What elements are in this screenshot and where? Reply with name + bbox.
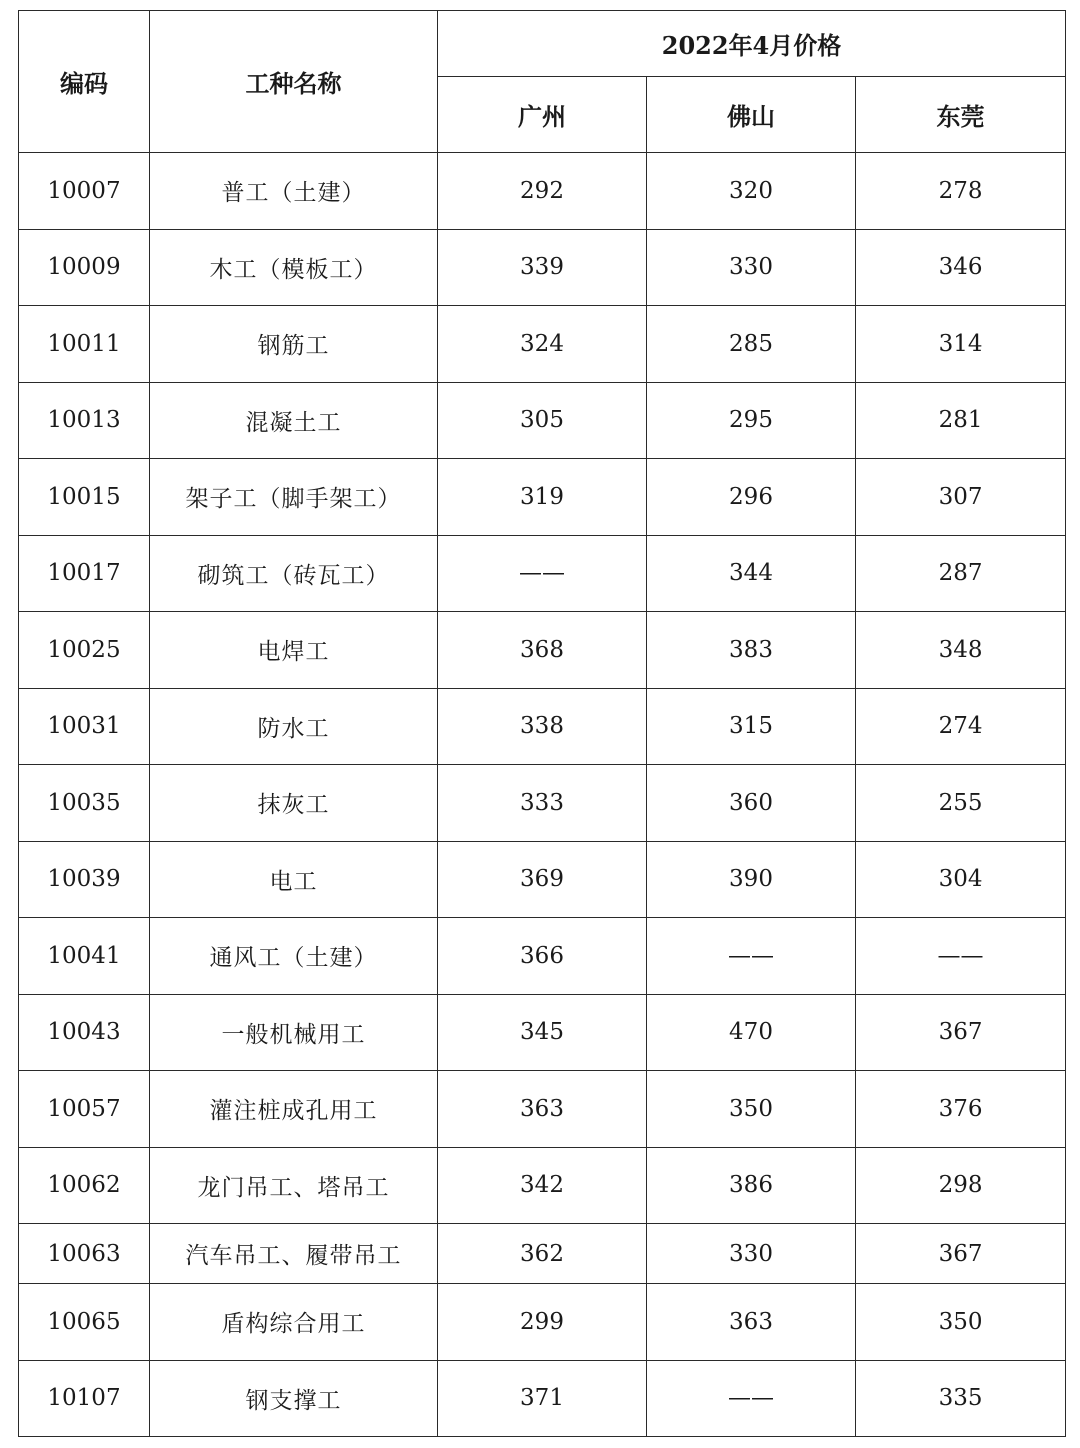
table-row — [19, 382, 1066, 459]
table-row — [19, 306, 1066, 383]
price-foshan: 295 — [647, 382, 856, 459]
table-row — [19, 688, 1066, 765]
price-guangzhou: 363 — [438, 1071, 647, 1148]
price-foshan: 320 — [647, 153, 856, 230]
table-row — [19, 841, 1066, 918]
table-row — [19, 765, 1066, 842]
price-foshan: 363 — [647, 1284, 856, 1361]
price-guangzhou: 292 — [438, 153, 647, 230]
name-cell: 抹灰工 — [150, 765, 438, 842]
price-foshan: 315 — [647, 688, 856, 765]
table-row — [19, 1284, 1066, 1361]
header-city-guangzhou: 广州 — [438, 77, 647, 153]
price-foshan: 360 — [647, 765, 856, 842]
code-cell: 10107 — [19, 1360, 150, 1437]
name-cell: 灌注桩成孔用工 — [150, 1071, 438, 1148]
name-cell: 一般机械用工 — [150, 994, 438, 1071]
price-dongguan: 255 — [856, 765, 1066, 842]
price-dongguan: 350 — [856, 1284, 1066, 1361]
code-cell: 10009 — [19, 229, 150, 306]
price-guangzhou: 345 — [438, 994, 647, 1071]
name-cell: 通风工（土建） — [150, 918, 438, 995]
name-cell: 龙门吊工、塔吊工 — [150, 1147, 438, 1224]
table-row — [19, 459, 1066, 536]
price-foshan: 390 — [647, 841, 856, 918]
code-cell: 10011 — [19, 306, 150, 383]
price-dongguan: 376 — [856, 1071, 1066, 1148]
name-cell: 混凝土工 — [150, 382, 438, 459]
price-foshan: 383 — [647, 612, 856, 689]
price-dongguan: 367 — [856, 1224, 1066, 1284]
price-guangzhou: 368 — [438, 612, 647, 689]
name-cell: 架子工（脚手架工） — [150, 459, 438, 536]
price-dongguan: —— — [856, 918, 1066, 995]
code-cell: 10065 — [19, 1284, 150, 1361]
code-cell: 10031 — [19, 688, 150, 765]
code-cell: 10039 — [19, 841, 150, 918]
price-dongguan: 304 — [856, 841, 1066, 918]
name-cell: 普工（土建） — [150, 153, 438, 230]
code-cell: 10043 — [19, 994, 150, 1071]
code-cell: 10025 — [19, 612, 150, 689]
price-dongguan: 307 — [856, 459, 1066, 536]
price-guangzhou: 319 — [438, 459, 647, 536]
table-row — [19, 1360, 1066, 1437]
name-cell: 木工（模板工） — [150, 229, 438, 306]
header-name: 工种名称 — [150, 11, 438, 153]
price-guangzhou: 371 — [438, 1360, 647, 1437]
price-foshan: 344 — [647, 535, 856, 612]
price-guangzhou: 366 — [438, 918, 647, 995]
name-cell: 汽车吊工、履带吊工 — [150, 1224, 438, 1284]
table-row — [19, 612, 1066, 689]
name-cell: 电焊工 — [150, 612, 438, 689]
price-dongguan: 335 — [856, 1360, 1066, 1437]
price-foshan: 350 — [647, 1071, 856, 1148]
price-foshan: 330 — [647, 229, 856, 306]
table-row — [19, 535, 1066, 612]
price-guangzhou: 369 — [438, 841, 647, 918]
table-row — [19, 994, 1066, 1071]
price-dongguan: 274 — [856, 688, 1066, 765]
code-cell: 10017 — [19, 535, 150, 612]
price-guangzhou: 324 — [438, 306, 647, 383]
labor-price-table — [18, 10, 1066, 1437]
table-row — [19, 1224, 1066, 1284]
price-guangzhou: 342 — [438, 1147, 647, 1224]
header-code: 编码 — [19, 11, 150, 153]
header-city-foshan: 佛山 — [647, 77, 856, 153]
name-cell: 盾构综合用工 — [150, 1284, 438, 1361]
price-foshan: 296 — [647, 459, 856, 536]
price-foshan: 330 — [647, 1224, 856, 1284]
table-row — [19, 153, 1066, 230]
price-foshan: 285 — [647, 306, 856, 383]
price-guangzhou: 333 — [438, 765, 647, 842]
price-guangzhou: 305 — [438, 382, 647, 459]
code-cell: 10015 — [19, 459, 150, 536]
name-cell: 钢支撑工 — [150, 1360, 438, 1437]
table-row — [19, 1071, 1066, 1148]
code-cell: 10063 — [19, 1224, 150, 1284]
code-cell: 10013 — [19, 382, 150, 459]
price-dongguan: 287 — [856, 535, 1066, 612]
price-foshan: 386 — [647, 1147, 856, 1224]
name-cell: 电工 — [150, 841, 438, 918]
price-guangzhou: 299 — [438, 1284, 647, 1361]
price-guangzhou: 339 — [438, 229, 647, 306]
table-row — [19, 229, 1066, 306]
price-guangzhou: 362 — [438, 1224, 647, 1284]
table-row — [19, 918, 1066, 995]
header-price-group: 2022年4月价格 — [438, 11, 1066, 77]
code-cell: 10062 — [19, 1147, 150, 1224]
table-header — [19, 11, 1066, 153]
code-cell: 10035 — [19, 765, 150, 842]
table-body — [19, 153, 1066, 1437]
price-guangzhou: —— — [438, 535, 647, 612]
price-foshan: —— — [647, 1360, 856, 1437]
price-dongguan: 367 — [856, 994, 1066, 1071]
price-dongguan: 348 — [856, 612, 1066, 689]
price-dongguan: 314 — [856, 306, 1066, 383]
code-cell: 10057 — [19, 1071, 150, 1148]
price-dongguan: 346 — [856, 229, 1066, 306]
table-row — [19, 1147, 1066, 1224]
price-foshan: 470 — [647, 994, 856, 1071]
name-cell: 防水工 — [150, 688, 438, 765]
price-guangzhou: 338 — [438, 688, 647, 765]
price-foshan: —— — [647, 918, 856, 995]
code-cell: 10007 — [19, 153, 150, 230]
price-dongguan: 281 — [856, 382, 1066, 459]
name-cell: 钢筋工 — [150, 306, 438, 383]
price-dongguan: 278 — [856, 153, 1066, 230]
price-dongguan: 298 — [856, 1147, 1066, 1224]
header-city-dongguan: 东莞 — [856, 77, 1066, 153]
code-cell: 10041 — [19, 918, 150, 995]
name-cell: 砌筑工（砖瓦工） — [150, 535, 438, 612]
